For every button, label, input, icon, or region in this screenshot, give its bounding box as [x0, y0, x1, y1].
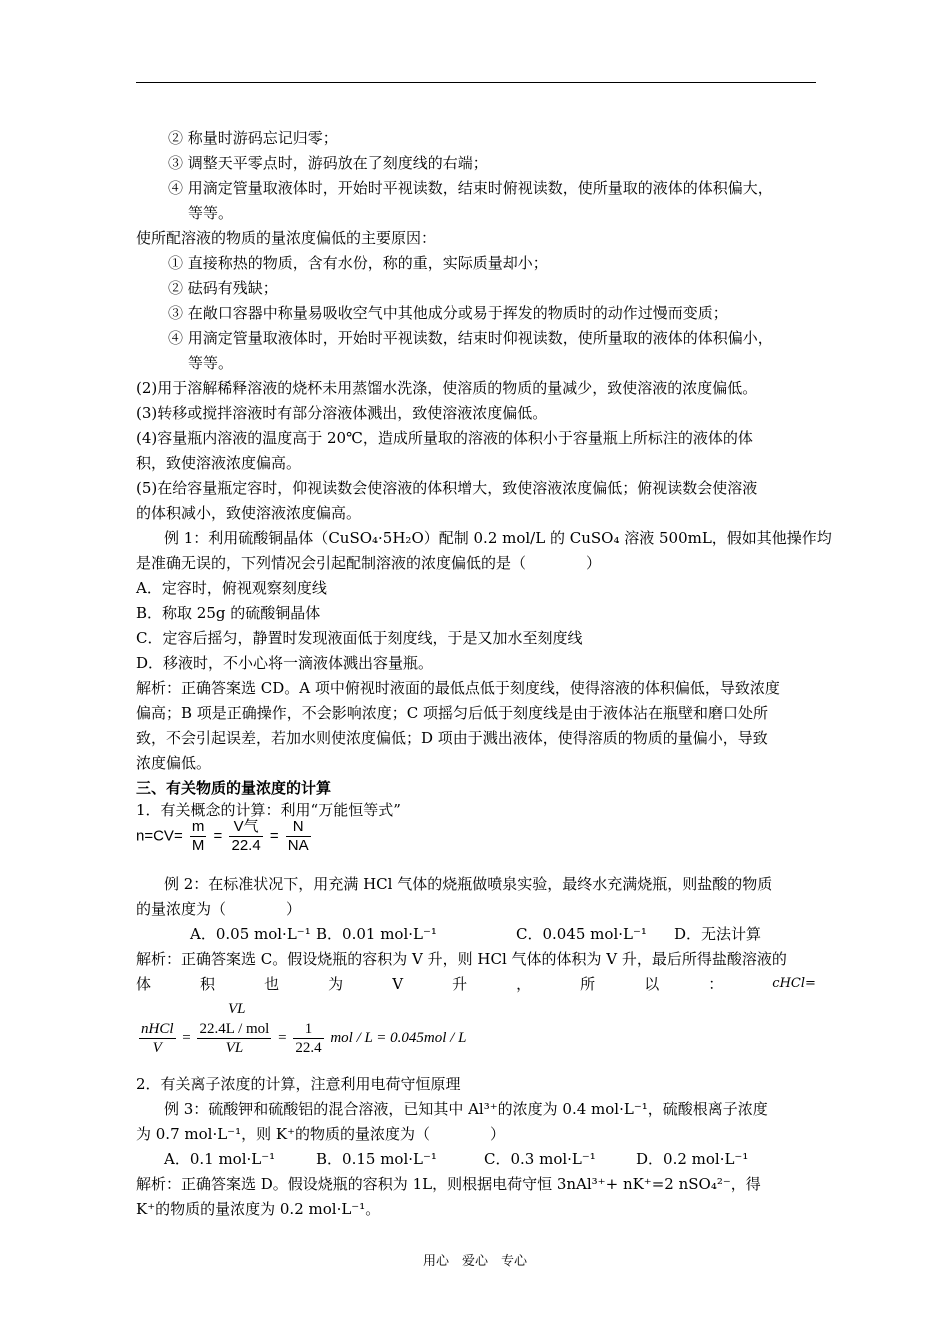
- example-3-question: 例 3：硫酸钾和硫酸铝的混合溶液，已知其中 Al³⁺的浓度为 0.4 mol·L⁻¹，硫酸根离子浓度: [164, 1100, 768, 1118]
- text-line: ② 称量时游码忘记归零；: [168, 129, 338, 147]
- text-line: 解析：正确答案选 D。假设烧瓶的容积为 1L，则根据电荷守恒 3nAl³⁺+ nK⁺=2 nSO₄²⁻，得: [136, 1175, 761, 1193]
- option-d: D．移液时，不小心将一滴液体溅出容量瓶。: [136, 654, 434, 672]
- text-line: (5)在给容量瓶定容时，仰视读数会使溶液的体积增大，致使溶液浓度偏低；俯视读数会使溶液: [136, 479, 758, 497]
- option-c: C．定容后摇匀，静置时发现液面低于刻度线，于是又加水至刻度线: [136, 629, 583, 647]
- text-line: 1．有关概念的计算：利用“万能恒等式”: [136, 801, 401, 819]
- text-line: 等等。: [188, 204, 234, 222]
- text-line: 是准确无误的，下列情况会引起配制溶液的浓度偏低的是（ ）: [136, 554, 602, 572]
- fraction: $\frac{\text{V气}}{22.4}$: [231, 818, 261, 854]
- fraction: $\frac{\text{nHCl}}{V}$: [141, 1021, 174, 1056]
- text-line: (3)转移或搅拌溶液时有部分溶液体溅出，致使溶液浓度偏低。: [136, 404, 548, 422]
- text-line: 致，不会引起误差，若加水则使浓度偏低；D 项由于溅出液体，使得溶质的物质的量偏小，导致: [136, 729, 768, 747]
- option-a: A．0.1 mol·L⁻¹: [164, 1150, 276, 1168]
- example-1-question: 例 1：利用硫酸铜晶体（CuSO₄·5H₂O）配制 0.2 mol/L 的 CuSO₄ 溶液 500mL，假如其他操作均: [164, 529, 832, 547]
- text-line: ③ 调整天平零点时，游码放在了刻度线的右端；: [168, 154, 488, 172]
- header-rule: [136, 82, 816, 83]
- options-row: [164, 1149, 854, 1169]
- text-line: ② 砝码有残缺；: [168, 279, 278, 297]
- text-line: 为 0.7 mol·L⁻¹，则 K⁺的物质的量浓度为（ ）: [136, 1125, 505, 1143]
- option-b: B．0.15 mol·L⁻¹: [316, 1150, 437, 1168]
- text-line: 的体积减小，致使溶液浓度偏高。: [136, 504, 362, 522]
- text-line: 等等。: [188, 354, 234, 372]
- option-d: D．无法计算: [674, 925, 762, 943]
- text-line: 的量浓度为（ ）: [136, 900, 302, 918]
- text-line: 使所配溶液的物质的量浓度偏低的主要原因：: [136, 229, 437, 247]
- text-line: 积，致使溶液浓度偏高。: [136, 454, 302, 472]
- formula-concentration: VL $\frac{\text{nHCl}}{V}$ = $\frac{\text{22.4L / mol}}{VL}$ = $\frac{1}{22.4}$ mol / L = 0.045mol / L: [141, 1001, 467, 1056]
- text-line: (4)容量瓶内溶液的温度高于 20℃，造成所量取的溶液的体积小于容量瓶上所标注的液体的体: [136, 429, 753, 447]
- spread-line: 体 积 也 为 V 升 ， 所 以 ： cHCl=: [136, 975, 816, 993]
- formula-lhs: n=CV=: [136, 827, 183, 845]
- text-line: 解析：正确答案选 C。假设烧瓶的容积为 V 升，则 HCl 气体的体积为 V 升，最后所得盐酸溶液的: [136, 950, 787, 968]
- text-line: (2)用于溶解稀释溶液的烧杯未用蒸馏水洗涤，使溶质的物质的量减少，致使溶液的浓度偏低。: [136, 379, 758, 397]
- fraction: $\frac{m}{M}$: [191, 818, 205, 854]
- text-line: ① 直接称热的物质，含有水份，称的重，实际质量却小；: [168, 254, 548, 272]
- text-line: K⁺的物质的量浓度为 0.2 mol·L⁻¹。: [136, 1200, 381, 1218]
- fraction: $\frac{\text{22.4L / mol}}{VL}$: [199, 1021, 270, 1056]
- section-heading: 三、有关物质的量浓度的计算: [136, 779, 332, 797]
- options-row: [190, 924, 880, 944]
- fraction: $\frac{N}{NA}$: [287, 818, 309, 854]
- text-line: ③ 在敞口容器中称量易吸收空气中其他成分或易于挥发的物质时的动作过慢而变质；: [168, 304, 728, 322]
- option-b: B．0.01 mol·L⁻¹: [316, 925, 437, 943]
- text-line: 2．有关离子浓度的计算，注意利用电荷守恒原理: [136, 1075, 461, 1093]
- option-a: A．定容时，俯视观察刻度线: [136, 579, 327, 597]
- text-line: 偏高；B 项是正确操作，不会影响浓度；C 项摇匀后低于刻度线是由于液体沾在瓶壁和磨口处所: [136, 704, 769, 722]
- text-line: ④ 用滴定管量取液体时，开始时平视读数，结束时俯视读数，使所量取的液体的体积偏大，: [168, 179, 773, 197]
- text-line: ④ 用滴定管量取液体时，开始时平视读数，结束时仰视读数，使所量取的液体的体积偏小，: [168, 329, 773, 347]
- fraction: $\frac{1}{22.4}$: [295, 1021, 322, 1056]
- text-line: 解析：正确答案选 CD。A 项中俯视时液面的最低点低于刻度线，使得溶液的体积偏低，导致浓度: [136, 679, 780, 697]
- option-c: C．0.3 mol·L⁻¹: [484, 1150, 596, 1168]
- option-c: C．0.045 mol·L⁻¹: [516, 925, 647, 943]
- formula-identity: n=CV= $\frac{m}{M}$ = $\frac{\text{V气}}{22.4}$ = $\frac{N}{NA}$: [136, 818, 309, 854]
- option-a: A．0.05 mol·L⁻¹: [190, 925, 311, 943]
- example-2-question: 例 2：在标准状况下，用充满 HCl 气体的烧瓶做喷泉实验，最终水充满烧瓶，则盐酸的物质: [164, 875, 773, 893]
- page-footer: 用心 爱心 专心: [422, 1254, 527, 1269]
- option-d: D．0.2 mol·L⁻¹: [636, 1150, 749, 1168]
- text-line: 浓度偏低。: [136, 754, 212, 772]
- option-b: B．称取 25g 的硫酸铜晶体: [136, 604, 321, 622]
